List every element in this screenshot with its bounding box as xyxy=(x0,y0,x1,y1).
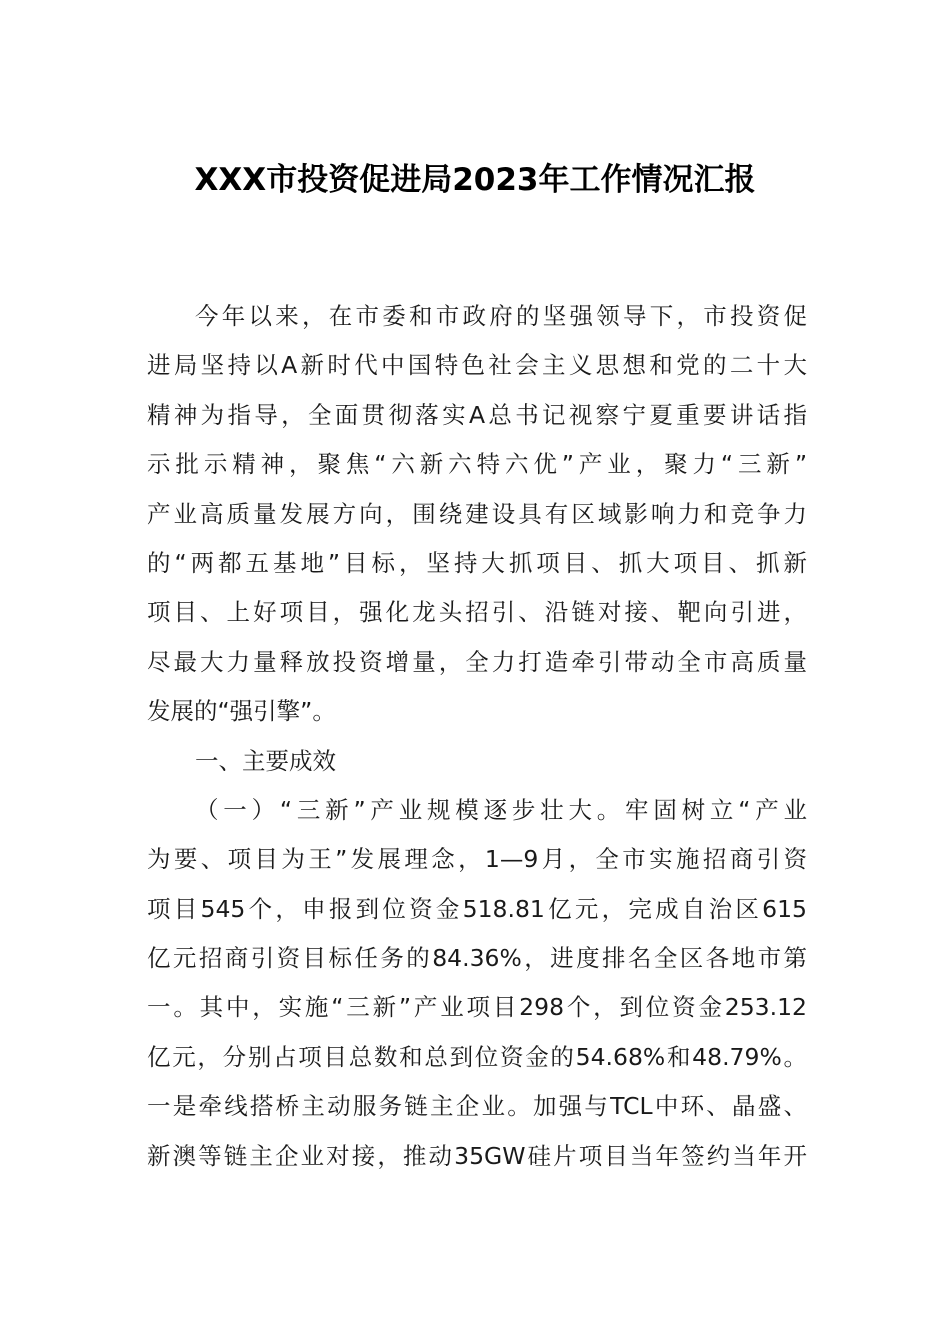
paragraph-line: 尽最大力量释放投资增量，全力打造牵引带动全市高质量 xyxy=(147,647,807,676)
paragraph-line: 发展的“强引擎”。 xyxy=(147,697,336,726)
paragraph-line: 的“两都五基地”目标，坚持大抓项目、抓大项目、抓新 xyxy=(147,548,807,577)
paragraph-line: 亿元，分别占项目总数和总到位资金的54.68%和48.79%。 xyxy=(147,1042,807,1071)
paragraph-line: 产业高质量发展方向，围绕建设具有区域影响力和竞争力 xyxy=(147,499,807,528)
paragraph-line: 精神为指导，全面贯彻落实A总书记视察宁夏重要讲话指 xyxy=(147,400,807,429)
paragraph-line: 进局坚持以A新时代中国特色社会主义思想和党的二十大 xyxy=(147,351,807,380)
paragraph-line: 亿元招商引资目标任务的84.36%，进度排名全区各地市第 xyxy=(147,944,807,973)
document-body xyxy=(147,292,807,1181)
paragraph-line: 一。其中，实施“三新”产业项目298个，到位资金253.12 xyxy=(147,993,807,1022)
paragraph-line: 今年以来，在市委和市政府的坚强领导下，市投资促 xyxy=(195,302,807,330)
paragraph-line: （一）“三新”产业规模逐步壮大。牢固树立“产业 xyxy=(195,795,807,824)
paragraph-line: 示批示精神，聚焦“六新六特六优”产业，聚力“三新” xyxy=(147,450,807,479)
paragraph-line: 为要、项目为王”发展理念，1—9月，全市实施招商引资 xyxy=(147,845,807,874)
paragraph-line: 项目、上好项目，强化龙头招引、沿链对接、靶向引进， xyxy=(147,598,807,627)
document-title: XXX市投资促进局2023年工作情况汇报 xyxy=(194,162,756,198)
paragraph-line: 新澳等链主企业对接，推动35GW硅片项目当年签约当年开 xyxy=(147,1141,807,1170)
paragraph-line: 项目545个，申报到位资金518.81亿元，完成自治区615 xyxy=(147,894,807,923)
section-heading: 一、主要成效 xyxy=(195,746,336,775)
paragraph-line: 一是牵线搭桥主动服务链主企业。加强与TCL中环、晶盛、 xyxy=(147,1092,807,1121)
